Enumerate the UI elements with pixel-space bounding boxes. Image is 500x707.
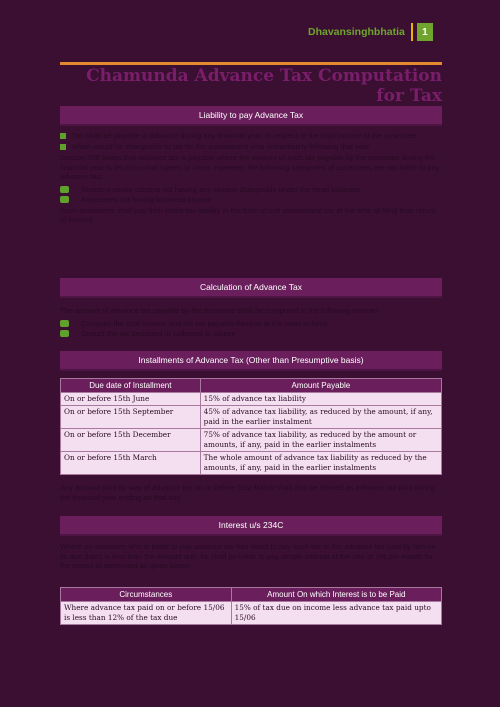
- liability-footer: Such assessees shall pay their entire tax liability in the form of self assessment tax at the time of filing their return of income.: [60, 205, 436, 224]
- table-cell: On or before 15th December: [61, 429, 201, 452]
- list-item: Resident senior citizens not having any income chargeable under the head business: [60, 185, 442, 195]
- table-cell: On or before 15th September: [61, 406, 201, 429]
- list-item: Tax shall be payable in advance during any financial year, in respect of the total income of the assessee: [60, 131, 442, 141]
- installments-note: Any amount paid by way of advance tax on or before 31st March shall also be treated as advance tax paid during the financial year ending on that day.: [60, 483, 436, 502]
- section-heading-liability: Liability to pay Advance Tax: [60, 106, 442, 126]
- interest-table: [60, 587, 442, 625]
- list-item: Compute the total income and the tax payable thereon at the rates in force: [60, 319, 442, 329]
- calculation-body: [60, 306, 442, 340]
- section-heading-calculation: Calculation of Advance Tax: [60, 278, 442, 298]
- table-row: [61, 406, 442, 429]
- list-item: Assessees not having business income: [60, 195, 442, 205]
- title-rule: [60, 62, 442, 65]
- table-header-row: [61, 379, 442, 393]
- column-header: Amount Payable: [200, 379, 441, 393]
- arrow-icon: [60, 196, 69, 203]
- table-cell: On or before 15th March: [61, 452, 201, 475]
- interest-paragraph: Where an assessee who is liable to pay advance tax has failed to pay such tax or the advance tax paid by him on its due dates is less than the amount due, he shall be liable to pay simple interest at the rate of 1% per month for the period of deferment as given below:: [60, 542, 436, 570]
- table-cell: Where advance tax paid on or before 15/06 is less than 12% of the tax due: [61, 602, 232, 625]
- running-header: [308, 22, 433, 42]
- column-header: Amount On which Interest is to be Paid: [231, 588, 441, 602]
- table-row: [61, 452, 442, 475]
- column-header: Due date of Installment: [61, 379, 201, 393]
- bullet-icon: [60, 133, 66, 139]
- table-cell: 15% of tax due on income less advance tax paid upto 15/06: [231, 602, 441, 625]
- liability-body: [60, 131, 442, 225]
- table-cell: On or before 15th June: [61, 393, 201, 406]
- installments-table: [60, 378, 442, 475]
- table-row: [61, 393, 442, 406]
- arrow-icon: [60, 320, 69, 327]
- page-number: 1: [417, 23, 433, 41]
- arrow-icon: [60, 330, 69, 337]
- table-row: [61, 429, 442, 452]
- list-item: Deduct the tax deducted or collected at source: [60, 329, 442, 339]
- list-item: which would be chargeable to tax for the assessment year immediately following that year: [60, 142, 442, 152]
- document-title: Chamunda Advance Tax Computation for Tax: [86, 66, 442, 106]
- table-cell: The whole amount of advance tax liability as reduced by the amounts, if any, paid in the earlier instalments: [200, 452, 441, 475]
- table-cell: 75% of advance tax liability, as reduced by the amount or amounts, if any, paid in the earlier instalments: [200, 429, 441, 452]
- section-heading-installments: Installments of Advance Tax (Other than Presumptive basis): [60, 351, 442, 371]
- table-cell: 45% of advance tax liability, as reduced by the amount, if any, paid in the earlier instalment: [200, 406, 441, 429]
- header-title: Dhavansinghbhatia: [308, 23, 413, 41]
- table-row: [61, 602, 442, 625]
- liability-note: Section 208 states that advance tax is payable where the amount of such tax payable by the assessee during the financial year is ten thousand rupees or more. However, the following categories of assessees are not liable to pay advance tax:: [60, 153, 440, 181]
- table-cell: 15% of advance tax liability: [200, 393, 441, 406]
- bullet-icon: [60, 144, 66, 150]
- column-header: Circumstances: [61, 588, 232, 602]
- table-header-row: [61, 588, 442, 602]
- calculation-intro: The amount of advance tax payable by the assessee shall be computed in the following manner:: [60, 306, 380, 315]
- section-heading-interest: Interest u/s 234C: [60, 516, 442, 536]
- arrow-icon: [60, 186, 69, 193]
